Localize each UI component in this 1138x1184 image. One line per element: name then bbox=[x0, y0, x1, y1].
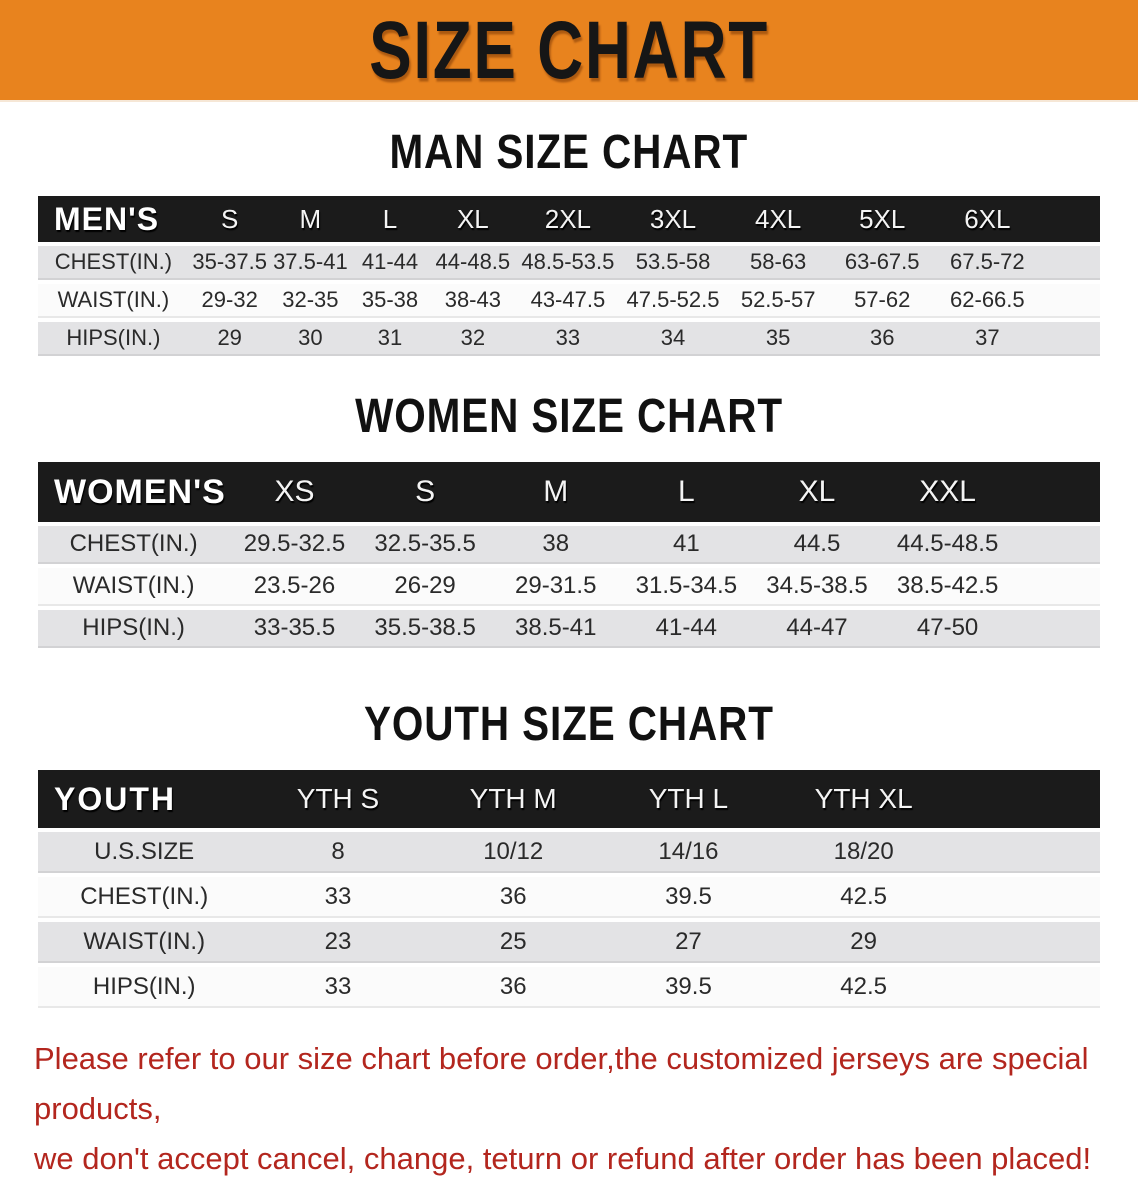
youth-chest-value: 42.5 bbox=[776, 877, 951, 918]
men-chest-value: 44-48.5 bbox=[430, 246, 516, 280]
men-hips-value: 33 bbox=[516, 322, 620, 356]
men-size-header: 3XL bbox=[620, 196, 726, 242]
women-hips-label: HIPS(IN.) bbox=[38, 610, 229, 648]
youth-size-table bbox=[38, 766, 1100, 1012]
women-waist-value: 31.5-34.5 bbox=[621, 568, 752, 606]
men-chest-label: CHEST(IN.) bbox=[38, 246, 189, 280]
youth-section-title: YOUTH SIZE CHART bbox=[364, 695, 774, 751]
women-chest-label: CHEST(IN.) bbox=[38, 526, 229, 564]
men-waist-value: 43-47.5 bbox=[516, 284, 620, 318]
men-hips-row bbox=[38, 322, 1100, 356]
youth-hips-value: 33 bbox=[250, 967, 425, 1008]
men-size-header: 5XL bbox=[830, 196, 934, 242]
women-header-label: WOMEN'S bbox=[38, 462, 229, 522]
men-size-header: M bbox=[271, 196, 351, 242]
men-waist-label: WAIST(IN.) bbox=[38, 284, 189, 318]
women-chest-value: 44.5-48.5 bbox=[882, 526, 1013, 564]
youth-row-filler bbox=[951, 922, 1100, 963]
men-chest-value: 48.5-53.5 bbox=[516, 246, 620, 280]
men-hips-value: 30 bbox=[271, 322, 351, 356]
youth-header-filler bbox=[951, 770, 1100, 828]
men-chest-value: 41-44 bbox=[350, 246, 430, 280]
men-waist-value: 47.5-52.5 bbox=[620, 284, 726, 318]
women-row-filler bbox=[1013, 568, 1100, 606]
men-hips-value: 36 bbox=[830, 322, 934, 356]
women-chest-value: 29.5-32.5 bbox=[229, 526, 360, 564]
youth-size-header: YTH L bbox=[601, 770, 776, 828]
disclaimer bbox=[0, 1034, 1138, 1184]
women-chest-value: 32.5-35.5 bbox=[360, 526, 491, 564]
men-hips-value: 37 bbox=[934, 322, 1040, 356]
youth-row-filler bbox=[951, 832, 1100, 873]
men-chest-value: 63-67.5 bbox=[830, 246, 934, 280]
men-waist-value: 32-35 bbox=[271, 284, 351, 318]
youth-ussize-value: 8 bbox=[250, 832, 425, 873]
men-chest-value: 58-63 bbox=[726, 246, 830, 280]
women-hips-value: 33-35.5 bbox=[229, 610, 360, 648]
youth-chest-row bbox=[38, 877, 1100, 918]
youth-ussize-value: 18/20 bbox=[776, 832, 951, 873]
youth-size-header: YTH S bbox=[250, 770, 425, 828]
youth-waist-label: WAIST(IN.) bbox=[38, 922, 250, 963]
women-hips-row bbox=[38, 610, 1100, 648]
men-chest-value: 37.5-41 bbox=[271, 246, 351, 280]
women-header-filler bbox=[1013, 462, 1100, 522]
youth-hips-value: 39.5 bbox=[601, 967, 776, 1008]
men-table-wrap bbox=[0, 192, 1138, 360]
youth-chest-value: 36 bbox=[426, 877, 601, 918]
men-row-filler bbox=[1040, 246, 1100, 280]
women-waist-value: 34.5-38.5 bbox=[752, 568, 883, 606]
women-size-header: XXL bbox=[882, 462, 1013, 522]
women-section-title: WOMEN SIZE CHART bbox=[355, 387, 783, 443]
women-size-header: S bbox=[360, 462, 491, 522]
men-chest-value: 67.5-72 bbox=[934, 246, 1040, 280]
men-waist-value: 62-66.5 bbox=[934, 284, 1040, 318]
men-waist-value: 35-38 bbox=[350, 284, 430, 318]
men-size-header: XL bbox=[430, 196, 516, 242]
men-hips-value: 32 bbox=[430, 322, 516, 356]
men-hips-value: 29 bbox=[189, 322, 271, 356]
women-chest-value: 44.5 bbox=[752, 526, 883, 564]
men-hips-value: 31 bbox=[350, 322, 430, 356]
women-hips-value: 47-50 bbox=[882, 610, 1013, 648]
youth-row-filler bbox=[951, 877, 1100, 918]
women-waist-value: 29-31.5 bbox=[490, 568, 621, 606]
men-waist-value: 38-43 bbox=[430, 284, 516, 318]
youth-hips-value: 42.5 bbox=[776, 967, 951, 1008]
disclaimer-line-1: Please refer to our size chart before order,the customized jerseys are special products, bbox=[34, 1041, 1089, 1126]
youth-waist-row bbox=[38, 922, 1100, 963]
women-hips-value: 35.5-38.5 bbox=[360, 610, 491, 648]
youth-waist-value: 25 bbox=[426, 922, 601, 963]
women-hips-value: 41-44 bbox=[621, 610, 752, 648]
men-row-filler bbox=[1040, 322, 1100, 356]
women-header-row bbox=[38, 462, 1100, 522]
women-row-filler bbox=[1013, 526, 1100, 564]
women-hips-value: 44-47 bbox=[752, 610, 883, 648]
youth-ussize-label: U.S.SIZE bbox=[38, 832, 250, 873]
youth-row-filler bbox=[951, 967, 1100, 1008]
women-waist-row bbox=[38, 568, 1100, 606]
youth-chest-value: 33 bbox=[250, 877, 425, 918]
women-size-header: XL bbox=[752, 462, 883, 522]
banner-title: SIZE CHART bbox=[369, 4, 769, 96]
men-size-table bbox=[38, 192, 1100, 360]
women-chest-value: 41 bbox=[621, 526, 752, 564]
youth-header-row bbox=[38, 770, 1100, 828]
youth-hips-row bbox=[38, 967, 1100, 1008]
men-waist-row bbox=[38, 284, 1100, 318]
men-header-filler bbox=[1040, 196, 1100, 242]
men-hips-value: 35 bbox=[726, 322, 830, 356]
youth-ussize-value: 10/12 bbox=[426, 832, 601, 873]
men-chest-value: 35-37.5 bbox=[189, 246, 271, 280]
men-waist-value: 29-32 bbox=[189, 284, 271, 318]
women-waist-label: WAIST(IN.) bbox=[38, 568, 229, 606]
disclaimer-line-2: we don't accept cancel, change, teturn or refund after order has been placed! bbox=[34, 1141, 1092, 1176]
women-table-wrap bbox=[0, 458, 1138, 652]
men-hips-label: HIPS(IN.) bbox=[38, 322, 189, 356]
youth-hips-value: 36 bbox=[426, 967, 601, 1008]
women-chest-value: 38 bbox=[490, 526, 621, 564]
youth-header-label: YOUTH bbox=[38, 770, 250, 828]
youth-ussize-row bbox=[38, 832, 1100, 873]
youth-table-wrap bbox=[0, 766, 1138, 1012]
women-waist-value: 23.5-26 bbox=[229, 568, 360, 606]
men-size-header: L bbox=[350, 196, 430, 242]
men-hips-value: 34 bbox=[620, 322, 726, 356]
youth-size-header: YTH XL bbox=[776, 770, 951, 828]
men-row-filler bbox=[1040, 284, 1100, 318]
men-size-header: S bbox=[189, 196, 271, 242]
youth-ussize-value: 14/16 bbox=[601, 832, 776, 873]
men-size-header: 6XL bbox=[934, 196, 1040, 242]
women-row-filler bbox=[1013, 610, 1100, 648]
men-header-label: MEN'S bbox=[38, 196, 189, 242]
women-size-header: L bbox=[621, 462, 752, 522]
women-waist-value: 38.5-42.5 bbox=[882, 568, 1013, 606]
youth-waist-value: 29 bbox=[776, 922, 951, 963]
women-hips-value: 38.5-41 bbox=[490, 610, 621, 648]
men-chest-row bbox=[38, 246, 1100, 280]
men-size-header: 2XL bbox=[516, 196, 620, 242]
women-chest-row bbox=[38, 526, 1100, 564]
youth-chest-value: 39.5 bbox=[601, 877, 776, 918]
women-size-header: M bbox=[490, 462, 621, 522]
men-size-header: 4XL bbox=[726, 196, 830, 242]
youth-waist-value: 23 bbox=[250, 922, 425, 963]
men-section-title: MAN SIZE CHART bbox=[389, 123, 749, 179]
youth-hips-label: HIPS(IN.) bbox=[38, 967, 250, 1008]
youth-waist-value: 27 bbox=[601, 922, 776, 963]
banner bbox=[0, 0, 1138, 102]
men-waist-value: 52.5-57 bbox=[726, 284, 830, 318]
youth-chest-label: CHEST(IN.) bbox=[38, 877, 250, 918]
women-size-table bbox=[38, 458, 1100, 652]
youth-size-header: YTH M bbox=[426, 770, 601, 828]
women-waist-value: 26-29 bbox=[360, 568, 491, 606]
men-header-row bbox=[38, 196, 1100, 242]
men-chest-value: 53.5-58 bbox=[620, 246, 726, 280]
women-size-header: XS bbox=[229, 462, 360, 522]
men-waist-value: 57-62 bbox=[830, 284, 934, 318]
